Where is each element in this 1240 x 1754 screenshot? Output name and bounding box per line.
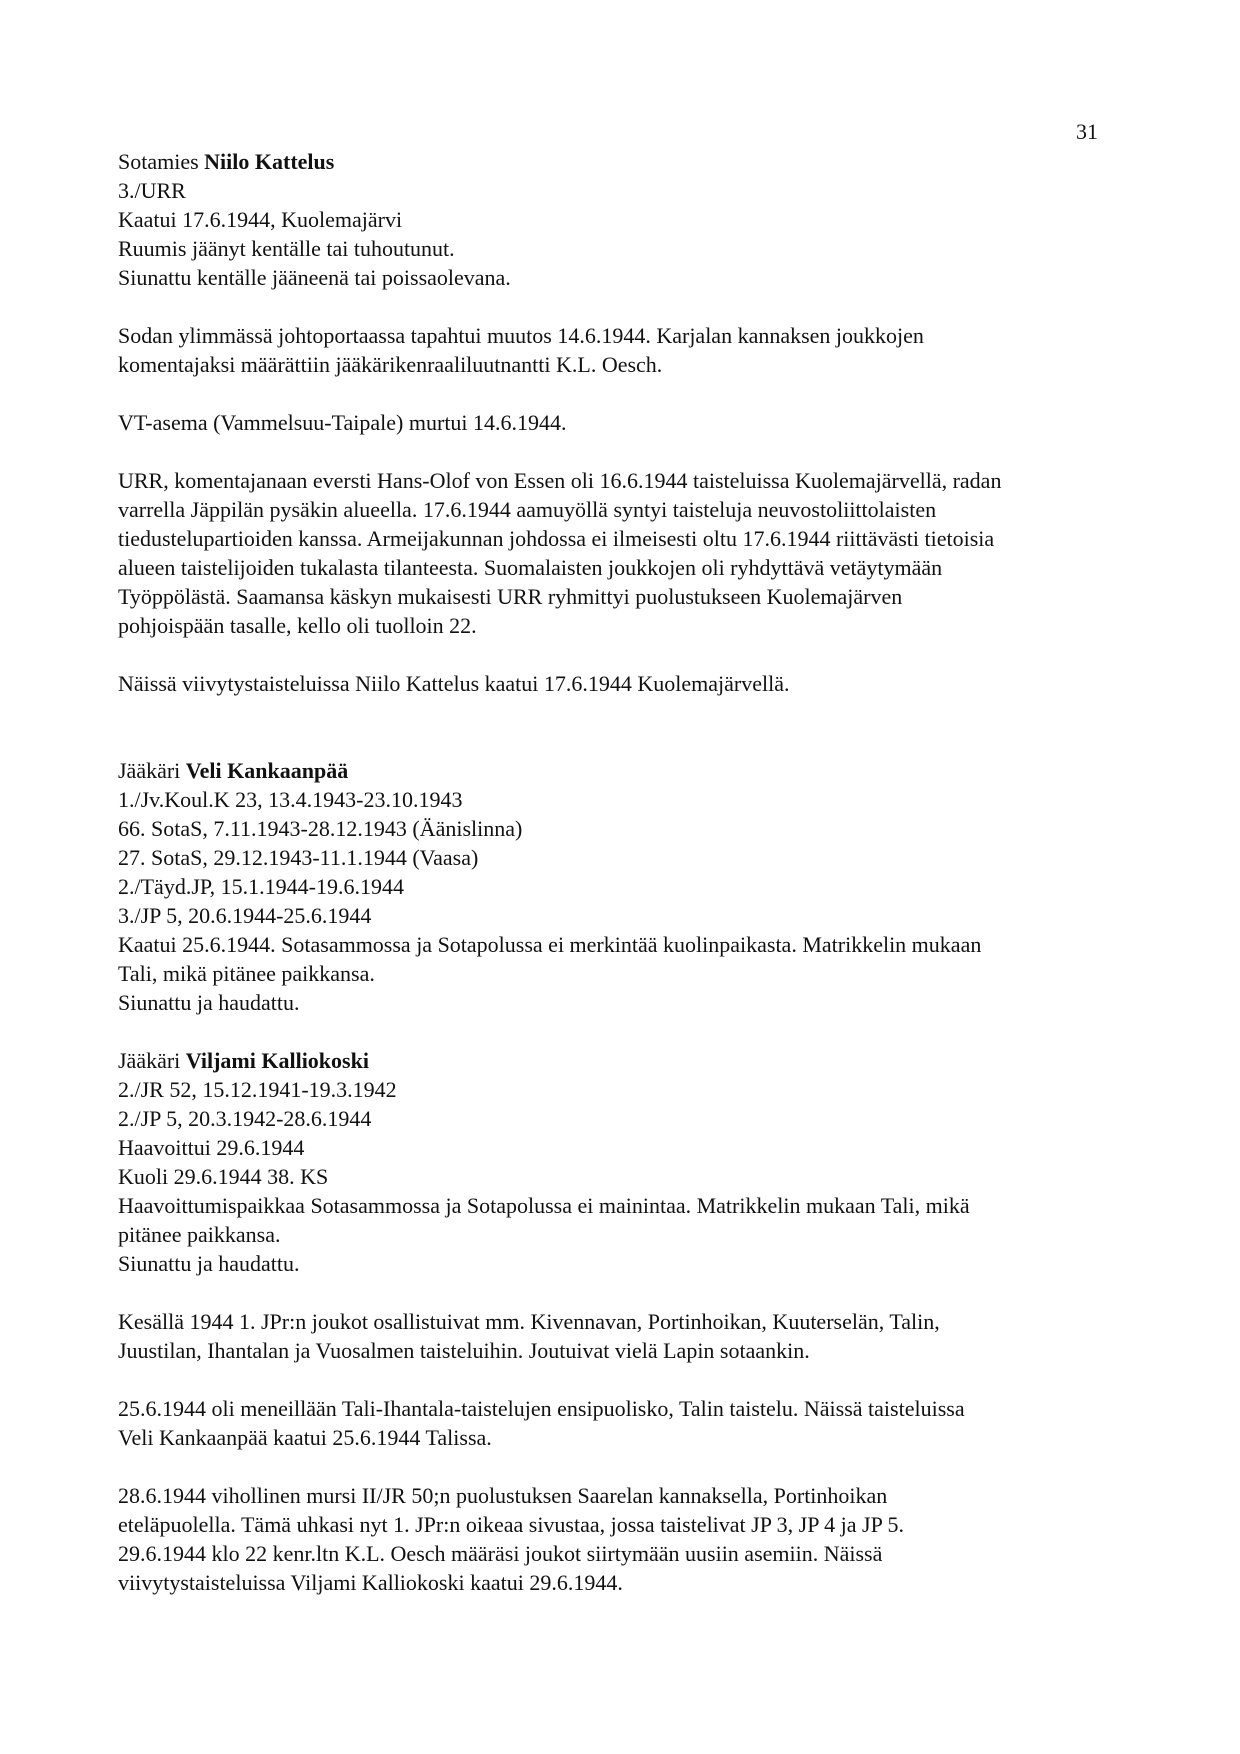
entry-heading bbox=[118, 1046, 1158, 1075]
paragraph bbox=[118, 1481, 1158, 1597]
entry-rank: Jääkäri bbox=[118, 758, 181, 783]
entry-detail-line: Siunattu kentälle jääneenä tai poissaolevana. bbox=[118, 265, 511, 290]
entry-detail-line: Kuoli 29.6.1944 38. KS bbox=[118, 1164, 329, 1189]
paragraph-line: 28.6.1944 vihollinen mursi II/JR 50;n puolustuksen Saarelan kannaksella, Portinhoikan bbox=[118, 1483, 888, 1508]
paragraph bbox=[118, 321, 1158, 379]
entry-viljami-kalliokoski bbox=[118, 1046, 1158, 1278]
paragraph-spacer bbox=[118, 1017, 1158, 1046]
entry-detail-line: 2./JP 5, 20.3.1942-28.6.1944 bbox=[118, 1106, 372, 1131]
paragraph-line: alueen taistelijoiden tukalasta tilanteesta. Suomalaisten joukkojen oli ryhdyttävä vetäytymään bbox=[118, 555, 943, 580]
page-number: 31 bbox=[1076, 119, 1098, 144]
paragraph-spacer bbox=[118, 640, 1158, 669]
entry-name: Niilo Kattelus bbox=[204, 149, 335, 174]
paragraph-spacer bbox=[118, 379, 1158, 408]
entry-rank: Jääkäri bbox=[118, 1048, 181, 1073]
paragraph bbox=[118, 669, 1158, 698]
entry-detail-line: Siunattu ja haudattu. bbox=[118, 990, 300, 1015]
entry-detail-line: 66. SotaS, 7.11.1943-28.12.1943 (Äänislinna) bbox=[118, 816, 523, 841]
entry-detail-line: Kaatui 17.6.1944, Kuolemajärvi bbox=[118, 207, 403, 232]
entry-detail-line: 3./JP 5, 20.6.1944-25.6.1944 bbox=[118, 903, 372, 928]
paragraph-line: 25.6.1944 oli meneillään Tali-Ihantala-taistelujen ensipuolisko, Talin taistelu. Näissä taisteluissa bbox=[118, 1396, 965, 1421]
paragraph-line: Veli Kankaanpää kaatui 25.6.1944 Talissa. bbox=[118, 1425, 492, 1450]
entry-detail-line: Ruumis jäänyt kentälle tai tuhoutunut. bbox=[118, 236, 455, 261]
paragraph-line: Kesällä 1944 1. JPr:n joukot osallistuivat mm. Kivennavan, Portinhoikan, Kuuterselän, Talin, bbox=[118, 1309, 940, 1334]
entry-rank: Sotamies bbox=[118, 149, 199, 174]
entry-detail-line: pitänee paikkansa. bbox=[118, 1222, 281, 1247]
paragraph-line: Sodan ylimmässä johtoportaassa tapahtui muutos 14.6.1944. Karjalan kannaksen joukkojen bbox=[118, 323, 924, 348]
paragraph-spacer bbox=[118, 1278, 1158, 1307]
paragraph-spacer bbox=[118, 1365, 1158, 1394]
entry-detail-line: 2./Täyd.JP, 15.1.1944-19.6.1944 bbox=[118, 874, 404, 899]
paragraph bbox=[118, 1307, 1158, 1365]
entry-veli-kankaanpaa bbox=[118, 756, 1158, 1017]
entry-name: Veli Kankaanpää bbox=[185, 758, 349, 783]
paragraph-line: VT-asema (Vammelsuu-Taipale) murtui 14.6.1944. bbox=[118, 410, 567, 435]
entry-detail-line: 3./URR bbox=[118, 178, 186, 203]
paragraph bbox=[118, 1394, 1158, 1452]
paragraph-line: tiedustelupartioiden kanssa. Armeijakunnan johdossa ei ilmeisesti oltu 17.6.1944 riittävästi tietoisia bbox=[118, 526, 995, 551]
entry-detail-line: 27. SotaS, 29.12.1943-11.1.1944 (Vaasa) bbox=[118, 845, 479, 870]
paragraph-spacer bbox=[118, 437, 1158, 466]
paragraph-line: pohjoispään tasalle, kello oli tuolloin 22. bbox=[118, 613, 477, 638]
document-body bbox=[118, 147, 1158, 1597]
paragraph-line: URR, komentajanaan eversti Hans-Olof von Essen oli 16.6.1944 taisteluissa Kuolemajärvellä, radan bbox=[118, 468, 1002, 493]
entry-detail-line: Haavoittui 29.6.1944 bbox=[118, 1135, 305, 1160]
paragraph bbox=[118, 408, 1158, 437]
paragraph-line: komentajaksi määrättiin jääkärikenraaliluutnantti K.L. Oesch. bbox=[118, 352, 663, 377]
paragraph-line: eteläpuolella. Tämä uhkasi nyt 1. JPr:n oikeaa sivustaa, jossa taistelivat JP 3, JP 4 ja JP 5. bbox=[118, 1512, 904, 1537]
entry-detail-line: Kaatui 25.6.1944. Sotasammossa ja Sotapolussa ei merkintää kuolinpaikasta. Matrikkelin mukaan bbox=[118, 932, 982, 957]
paragraph-line: viivytystaisteluissa Viljami Kalliokoski kaatui 29.6.1944. bbox=[118, 1570, 623, 1595]
entry-detail-line: Haavoittumispaikkaa Sotasammossa ja Sotapolussa ei mainintaa. Matrikkelin mukaan Tali, mikä bbox=[118, 1193, 970, 1218]
section-spacer bbox=[118, 698, 1158, 756]
paragraph-spacer bbox=[118, 1452, 1158, 1481]
paragraph-spacer bbox=[118, 292, 1158, 321]
entry-niilo-kattelus bbox=[118, 147, 1158, 292]
entry-heading bbox=[118, 756, 1158, 785]
paragraph-line: varrella Jäppilän pysäkin alueella. 17.6.1944 aamuyöllä syntyi taisteluja neuvostoliittolaisten bbox=[118, 497, 937, 522]
paragraph-line: Työppölästä. Saamansa käskyn mukaisesti URR ryhmittyi puolustukseen Kuolemajärven bbox=[118, 584, 903, 609]
entry-detail-line: Tali, mikä pitänee paikkansa. bbox=[118, 961, 375, 986]
entry-detail-line: 1./Jv.Koul.K 23, 13.4.1943-23.10.1943 bbox=[118, 787, 463, 812]
entry-detail-line: Siunattu ja haudattu. bbox=[118, 1251, 300, 1276]
paragraph bbox=[118, 466, 1158, 640]
paragraph-line: Näissä viivytystaisteluissa Niilo Kattelus kaatui 17.6.1944 Kuolemajärvellä. bbox=[118, 671, 790, 696]
paragraph-line: Juustilan, Ihantalan ja Vuosalmen taisteluihin. Joutuivat vielä Lapin sotaankin. bbox=[118, 1338, 810, 1363]
entry-name: Viljami Kalliokoski bbox=[185, 1048, 369, 1073]
entry-heading bbox=[118, 147, 1158, 176]
paragraph-line: 29.6.1944 klo 22 kenr.ltn K.L. Oesch määräsi joukot siirtymään uusiin asemiin. Näissä bbox=[118, 1541, 883, 1566]
entry-detail-line: 2./JR 52, 15.12.1941-19.3.1942 bbox=[118, 1077, 397, 1102]
